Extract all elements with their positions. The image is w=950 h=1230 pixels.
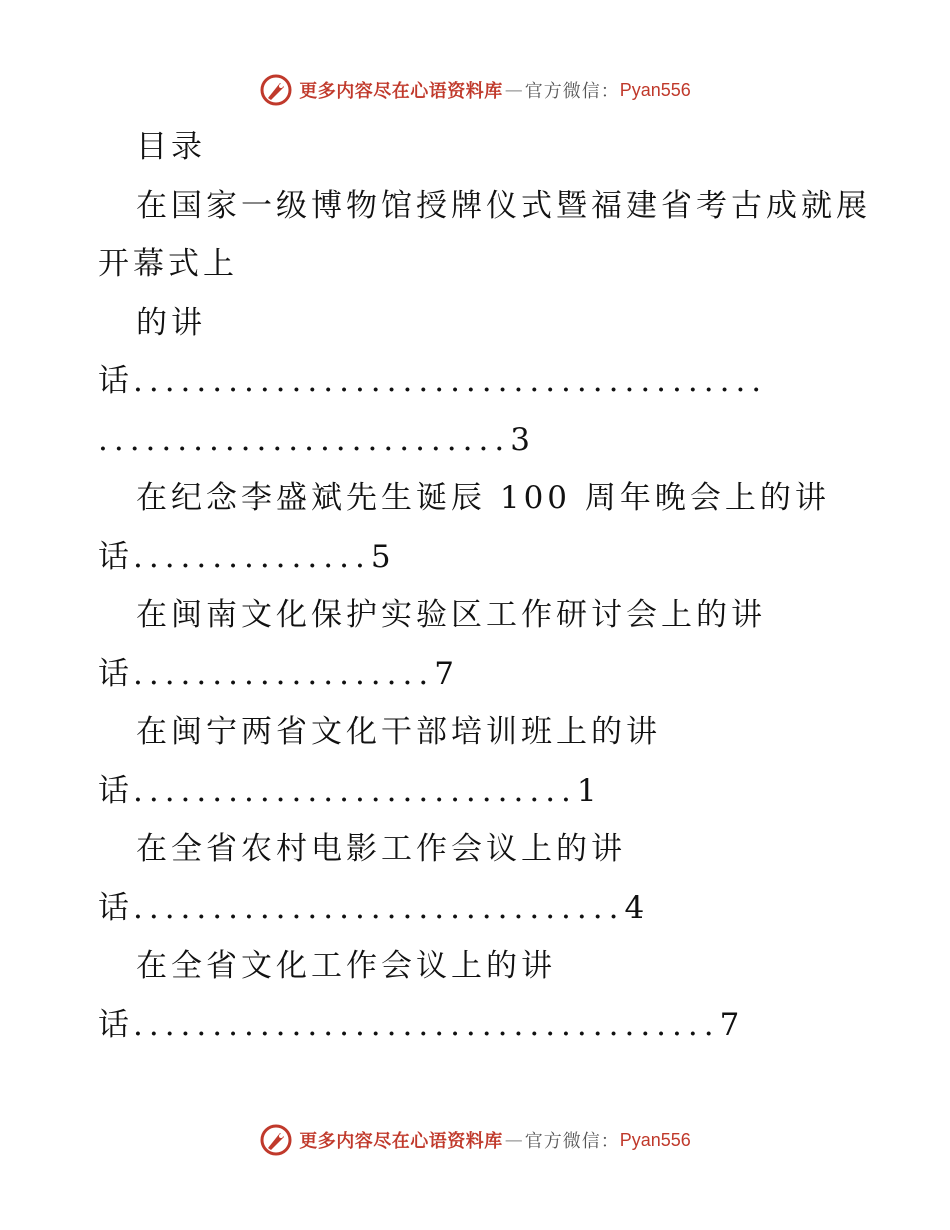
toc-entry-lead-char: 话	[98, 655, 133, 692]
pen-nib-logo-icon	[259, 1123, 293, 1157]
toc-page-number: 7	[434, 655, 454, 692]
wechat-handle: Pyan556	[619, 79, 691, 100]
toc-page-number: 4	[624, 889, 645, 926]
toc-page-number: 7	[719, 1006, 740, 1043]
toc-entry-title[interactable]: 在纪念李盛斌先生诞辰 100 周年晚会上的讲	[136, 480, 830, 516]
toc-entry-title[interactable]: 在国家一级博物馆授牌仪式暨福建省考古成就展	[136, 187, 871, 224]
brand-text: 更多内容尽在心语资料库	[299, 1131, 503, 1152]
toc-entry-lead-char: 话	[98, 538, 133, 575]
toc-entry-lead-char: 话	[98, 889, 133, 926]
wechat-handle: Pyan556	[619, 1129, 691, 1150]
toc-dot-leader: ............................	[133, 772, 577, 809]
toc-dot-leader: ...............................	[133, 889, 625, 926]
toc-page-number: 1	[576, 772, 597, 809]
banner-separator: —	[504, 79, 523, 101]
toc-dot-leader: ........................................	[133, 363, 768, 399]
toc-page-number: 3	[510, 421, 530, 458]
table-of-contents	[98, 118, 888, 1054]
wechat-label: 官方微信：	[524, 81, 620, 102]
toc-entry-leader-line[interactable]	[98, 996, 888, 1055]
toc-dot-leader: ..........................	[98, 421, 511, 458]
toc-entry-title[interactable]: 在全省文化工作会议上的讲	[136, 948, 556, 984]
toc-dot-leader: ...............	[133, 538, 371, 575]
wechat-label: 官方微信：	[524, 1131, 620, 1152]
toc-entry-leader-line[interactable]	[98, 879, 888, 938]
toc-entry-title-cont[interactable]: 开幕式上	[98, 246, 238, 282]
toc-page-number: 5	[370, 538, 391, 575]
toc-entry-leader-line[interactable]	[98, 762, 888, 821]
footer-watermark-banner	[0, 1120, 950, 1160]
toc-entry-lead-char: 话	[98, 1006, 133, 1043]
toc-entry-lead-char: 话	[98, 363, 133, 399]
toc-entry-title-cont[interactable]: 的讲	[136, 304, 206, 341]
toc-entry-title[interactable]: 在闽南文化保护实验区工作研讨会上的讲	[136, 597, 766, 633]
toc-entry-title[interactable]: 在全省农村电影工作会议上的讲	[136, 831, 626, 867]
toc-dot-leader: ...................	[133, 655, 435, 692]
toc-entry-lead-char: 话	[98, 772, 133, 809]
toc-entry-leader-line[interactable]	[98, 411, 888, 470]
pen-nib-logo-icon	[259, 73, 293, 107]
toc-heading: 目录	[136, 129, 206, 165]
header-watermark-banner	[0, 70, 950, 110]
brand-text: 更多内容尽在心语资料库	[299, 81, 503, 102]
toc-entry-leader-line[interactable]	[98, 528, 888, 587]
toc-entry-leader-line[interactable]	[98, 645, 888, 704]
toc-entry-leader-line[interactable]	[98, 352, 888, 411]
toc-entry-title[interactable]: 在闽宁两省文化干部培训班上的讲	[136, 714, 661, 750]
banner-separator: —	[504, 1129, 523, 1151]
toc-dot-leader: .....................................	[133, 1006, 720, 1043]
